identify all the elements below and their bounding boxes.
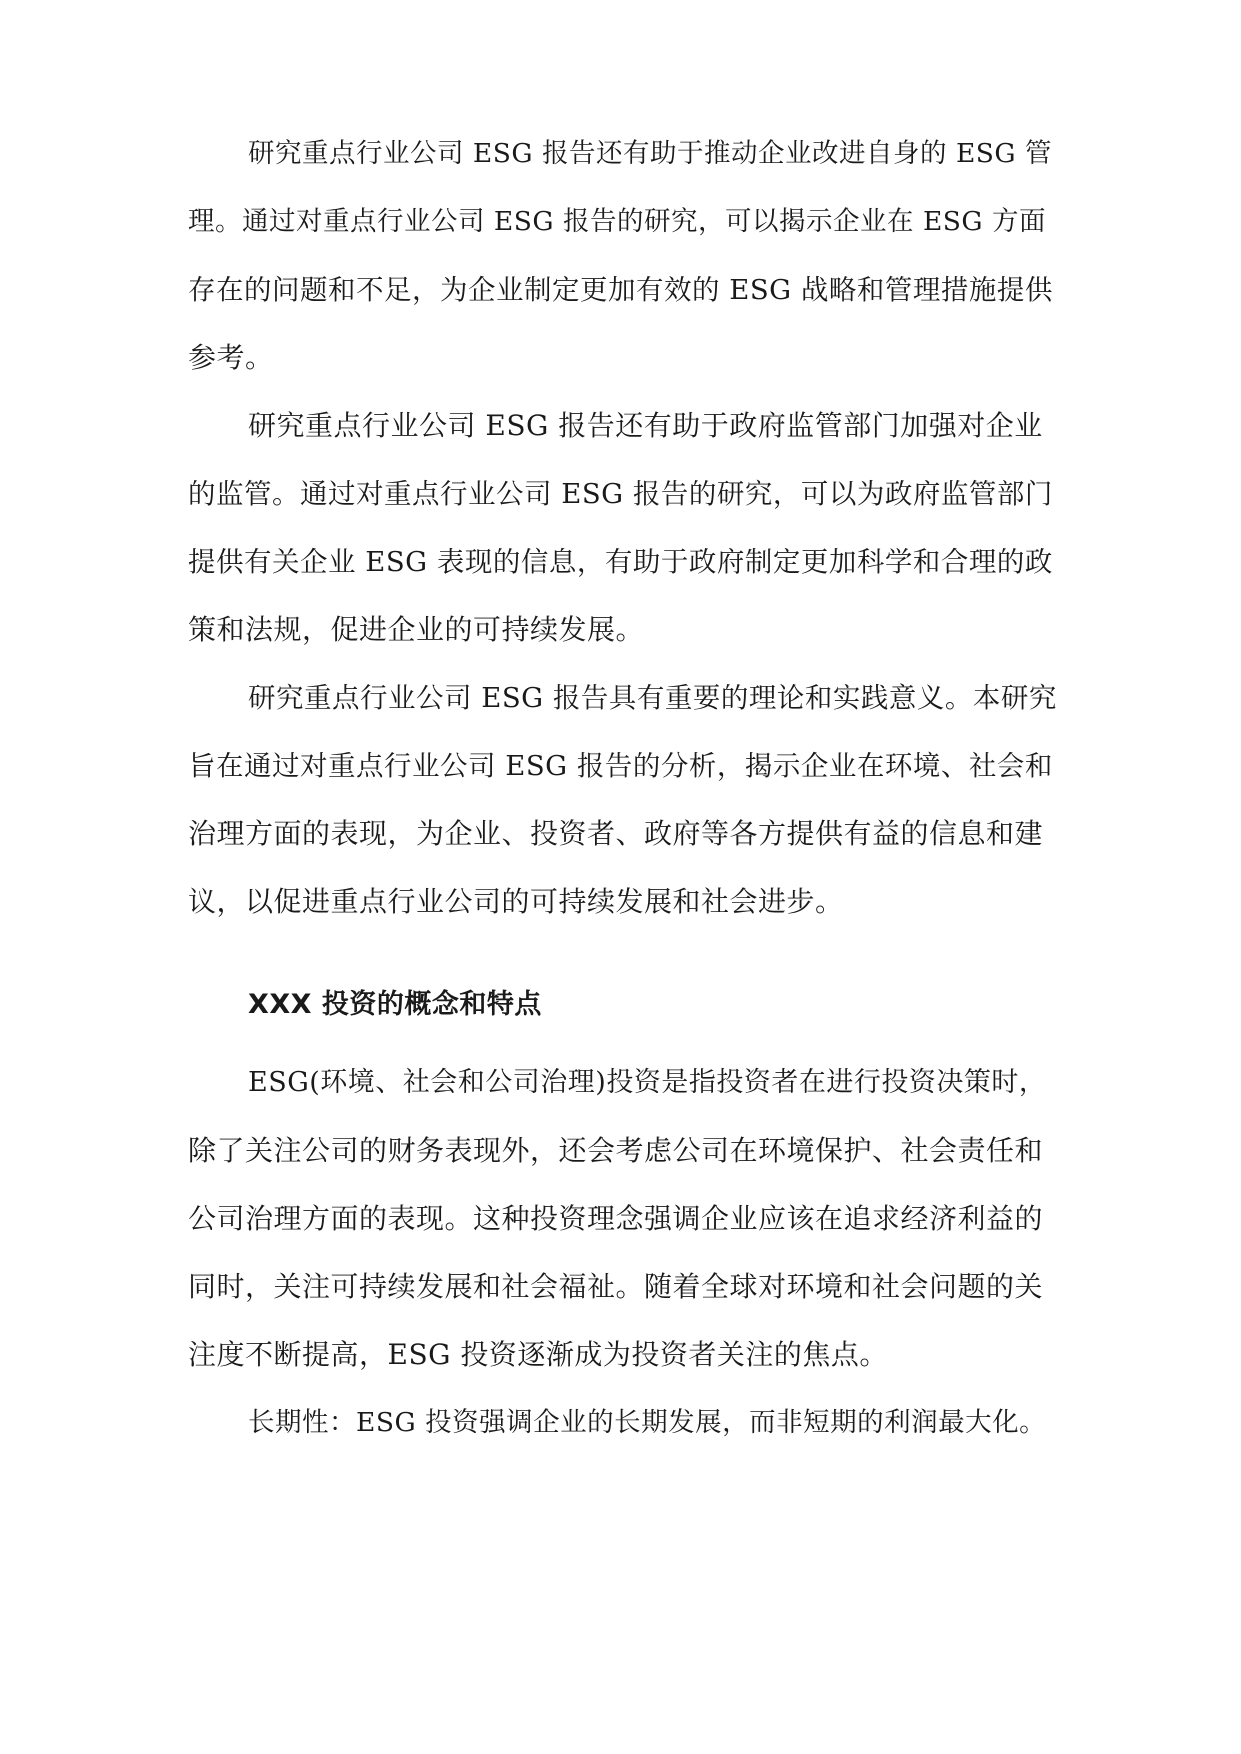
paragraph-3-line-3: 治理方面的表现，为企业、投资者、政府等各方提供有益的信息和建: [188, 817, 1044, 850]
paragraph-4-line-2: 除了关注公司的财务表现外，还会考虑公司在环境保护、社会责任和: [188, 1134, 1044, 1167]
paragraph-4-line-1: ESG(环境、社会和公司治理)投资是指投资者在进行投资决策时，: [248, 1067, 1047, 1098]
paragraph-1-line-4: 参考。: [188, 341, 274, 374]
paragraph-4-line-5: 注度不断提高，ESG 投资逐渐成为投资者关注的焦点。: [188, 1338, 888, 1371]
paragraph-3-line-1: 研究重点行业公司 ESG 报告具有重要的理论和实践意义。本研究: [248, 682, 1057, 714]
paragraph-2-line-3: 提供有关企业 ESG 表现的信息，有助于政府制定更加科学和合理的政: [188, 546, 1053, 578]
paragraph-4-line-4: 同时，关注可持续发展和社会福祉。随着全球对环境和社会问题的关: [188, 1270, 1044, 1303]
paragraph-2-line-4: 策和法规，促进企业的可持续发展。: [188, 613, 645, 646]
paragraph-5-line-1: 长期性：ESG 投资强调企业的长期发展，而非短期的利润最大化。: [248, 1407, 1047, 1438]
section-heading: XXX 投资的概念和特点: [248, 989, 542, 1020]
paragraph-1-line-1: 研究重点行业公司 ESG 报告还有助于推动企业改进自身的 ESG 管: [248, 138, 1053, 169]
paragraph-1-line-2: 理。通过对重点行业公司 ESG 报告的研究，可以揭示企业在 ESG 方面: [188, 206, 1047, 237]
paragraph-2-line-2: 的监管。通过对重点行业公司 ESG 报告的研究，可以为政府监管部门: [188, 478, 1053, 510]
paragraph-4-line-3: 公司治理方面的表现。这种投资理念强调企业应该在追求经济利益的: [188, 1202, 1044, 1235]
paragraph-1-line-3: 存在的问题和不足，为企业制定更加有效的 ESG 战略和管理措施提供: [188, 274, 1053, 306]
paragraph-2-line-1: 研究重点行业公司 ESG 报告还有助于政府监管部门加强对企业: [248, 409, 1043, 442]
paragraph-3-line-2: 旨在通过对重点行业公司 ESG 报告的分析，揭示企业在环境、社会和: [188, 750, 1053, 782]
paragraph-3-line-4: 议，以促进重点行业公司的可持续发展和社会进步。: [188, 885, 844, 918]
